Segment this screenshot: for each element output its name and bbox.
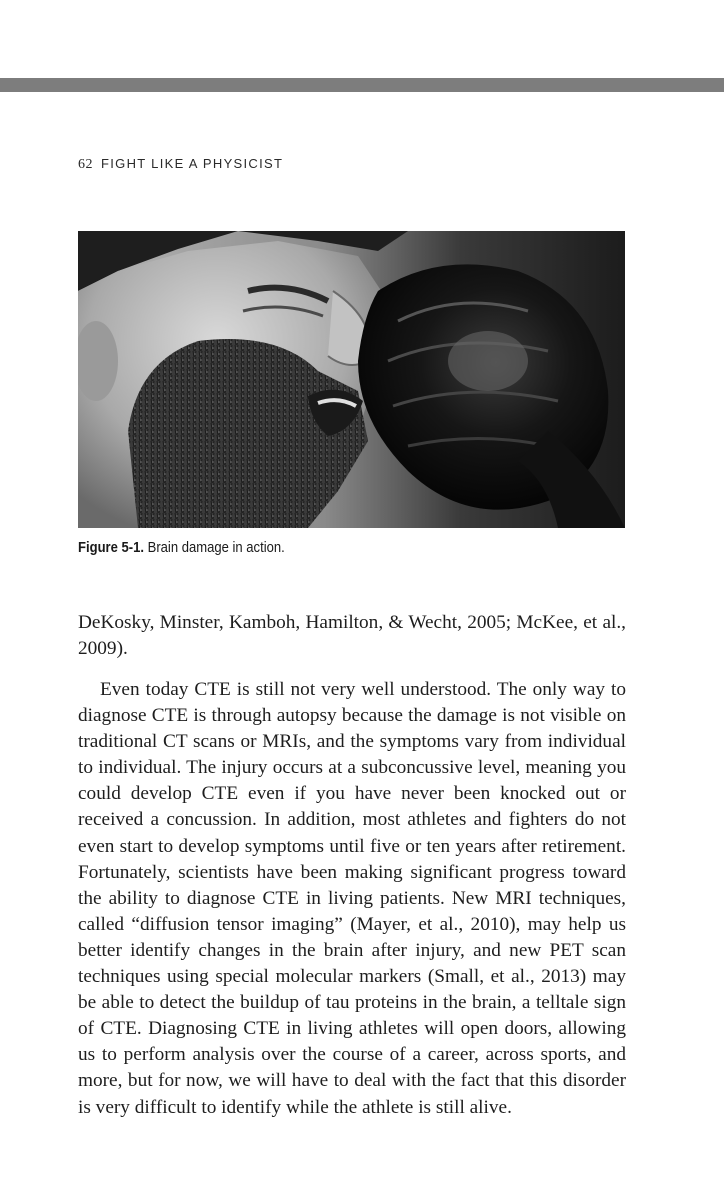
running-title: FIGHT LIKE A PHYSICIST [101,156,284,171]
boxing-glove-photo [78,231,625,528]
page-number: 62 [78,157,93,172]
figure-label: Figure 5-1. [78,540,144,556]
paragraph-continued: DeKosky, Minster, Kamboh, Hamilton, & Wecht, 2005; McKee, et al., 2009). [78,612,626,660]
running-header [78,156,283,173]
figure-caption-text: Brain damage in action. [147,540,285,556]
paragraph-cte-diagnosis: Even today CTE is still not very well understood. The only way to diagnose CTE is through autopsy because the damage is not visible on traditional CT scans or MRIs, and the symptoms vary from individual to individual. The injury occurs at a subconcussive level, meaning you could develop CTE even if you have never been knocked out or received a concussion. In addition, most athletes and fighters do not even start to develop symptoms until five or ten years after retirement. Fortunately, scientists have been making significant progress toward the ability to diagnose CTE in living patients. New MRI techniques, called “diffusion tensor imaging” (Mayer, et al., 2010), may help us better identify changes in the brain after injury, and new PET scan techniques using special molecular markers (Small, et al., 2013) may be able to detect the buildup of tau proteins in the brain, a telltale sign of CTE. Diagnosing CTE in living athletes will open doors, allowing us to perform analysis over the course of a career, across sports, and more, but for now, we will have to deal with the fact that this disorder is very difficult to identify while the athlete is still alive. [78,679,626,1118]
top-rule-bar [0,78,724,92]
figure-caption [78,540,285,556]
figure-photo [78,231,625,528]
